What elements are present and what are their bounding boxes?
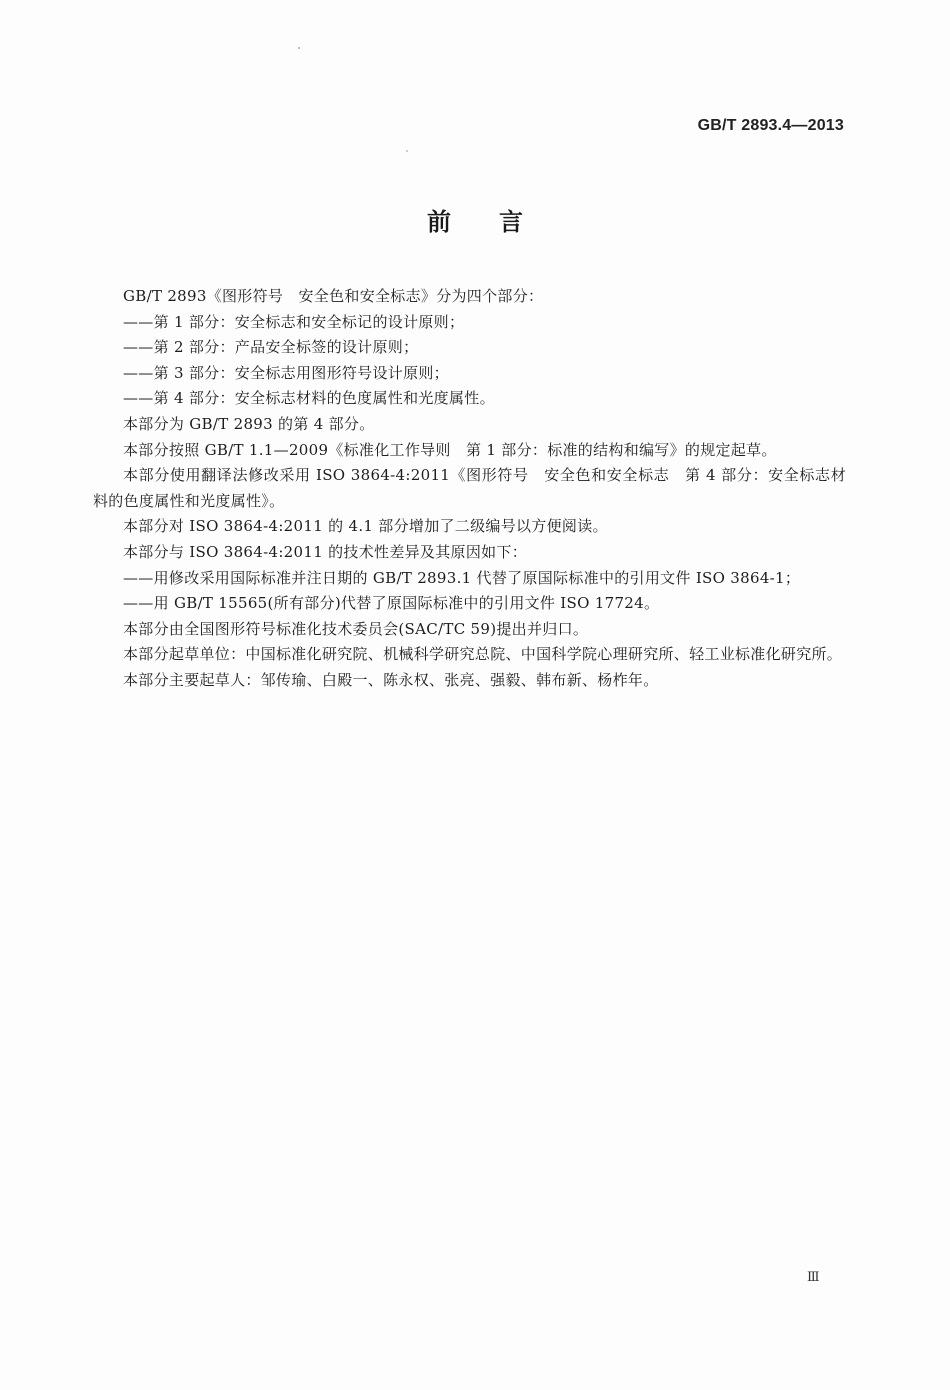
paragraph: 本部分起草单位：中国标准化研究院、机械科学研究总院、中国科学院心理研究所、轻工业标准化研究所。 — [123, 645, 843, 664]
scan-speck — [406, 150, 408, 152]
title-char-1: 前 — [427, 208, 451, 236]
standard-code: GB/T 2893.4—2013 — [697, 117, 844, 134]
page-number: Ⅲ — [807, 1270, 820, 1285]
paragraph: 本部分为 GB/T 2893 的第 4 部分。 — [123, 414, 375, 433]
paragraph: 本部分按照 GB/T 1.1—2009《标准化工作导则 第 1 部分：标准的结构和编写》的规定起草。 — [123, 440, 777, 459]
list-item: ——第 2 部分：产品安全标签的设计原则； — [123, 338, 419, 357]
list-item: ——用 GB/T 15565(所有部分)代替了原国际标准中的引用文件 ISO 17724。 — [123, 594, 660, 613]
paragraph: 本部分使用翻译法修改采用 ISO 3864-4:2011《图形符号 安全色和安全标志 第 4 部分：安全标志材料的色度属性和光度属性》。 — [93, 466, 846, 510]
paragraph: 本部分主要起草人：邹传瑜、白殿一、陈永权、张亮、强毅、韩布新、杨柞年。 — [123, 670, 659, 689]
paragraph: 本部分对 ISO 3864-4:2011 的 4.1 部分增加了二级编号以方便阅读。 — [123, 517, 608, 536]
scan-speck — [298, 47, 300, 49]
paragraph: GB/T 2893《图形符号 安全色和安全标志》分为四个部分： — [123, 287, 544, 305]
list-item: ——第 3 部分：安全标志用图形符号设计原则； — [123, 363, 449, 382]
title-char-2: 言 — [499, 208, 523, 236]
list-item: ——用修改采用国际标准并注日期的 GB/T 2893.1 代替了原国际标准中的引用文件 ISO 3864-1； — [123, 568, 801, 587]
foreword-body — [93, 284, 846, 694]
list-item: ——第 4 部分：安全标志材料的色度属性和光度属性。 — [123, 389, 495, 408]
page-title — [0, 202, 950, 237]
paragraph: 本部分与 ISO 3864-4:2011 的技术性差异及其原因如下： — [123, 542, 528, 561]
list-item: ——第 1 部分：安全标志和安全标记的设计原则； — [123, 312, 465, 331]
paragraph: 本部分由全国图形符号标准化技术委员会(SAC/TC 59)提出并归口。 — [123, 619, 589, 638]
